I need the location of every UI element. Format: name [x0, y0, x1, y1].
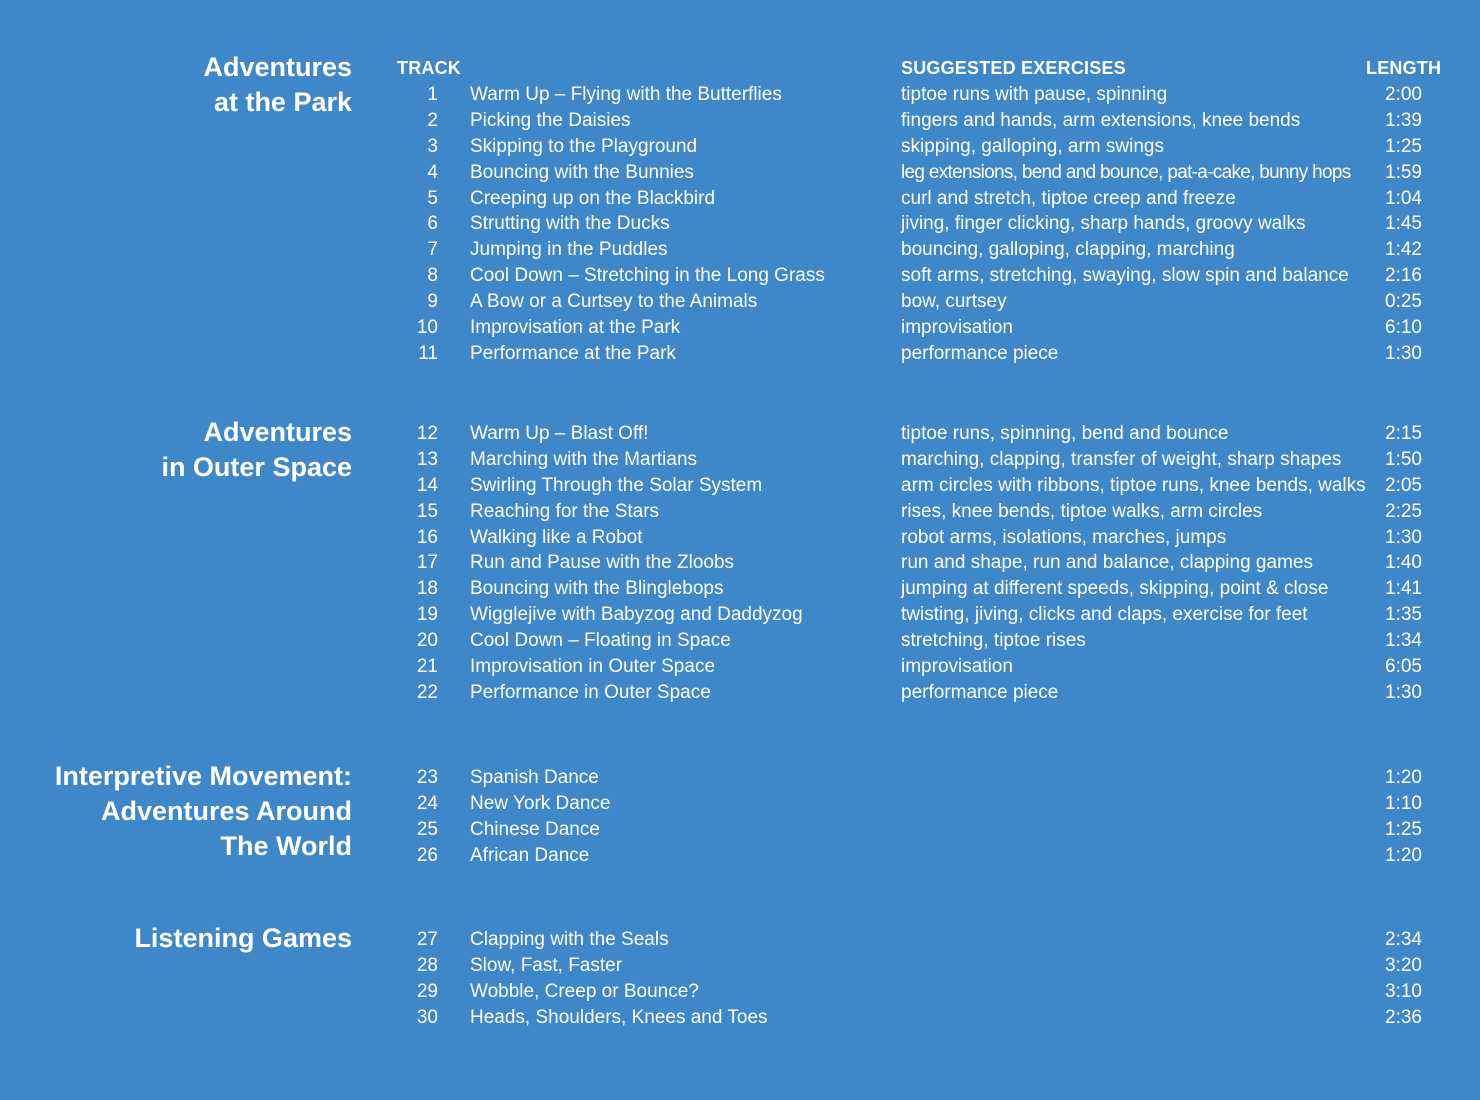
track-number: 14 — [416, 474, 438, 496]
track-number: 20 — [416, 630, 438, 652]
track-title: Reaching for the Stars — [470, 500, 660, 522]
track-number: 10 — [416, 317, 438, 339]
track-row — [0, 550, 1480, 576]
track-length: 1:59 — [1385, 161, 1422, 183]
track-length: 3:20 — [1385, 954, 1422, 976]
track-title: Clapping with the Seals — [470, 929, 669, 950]
track-title: Cool Down – Floating in Space — [470, 630, 731, 652]
track-row — [0, 979, 1480, 1005]
track-row — [0, 134, 1480, 160]
track-length: 1:39 — [1385, 109, 1422, 131]
track-length: 2:25 — [1385, 500, 1422, 522]
track-exercises: marching, clapping, transfer of weight, sharp shapes — [901, 448, 1342, 470]
track-title: Creeping up on the Blackbird — [470, 187, 716, 209]
track-title: Heads, Shoulders, Knees and Toes — [470, 1006, 768, 1028]
track-exercises: fingers and hands, arm extensions, knee bends — [901, 109, 1301, 131]
track-length: 1:35 — [1385, 604, 1422, 626]
track-length: 1:42 — [1385, 239, 1422, 261]
track-exercises: soft arms, stretching, swaying, slow spin and balance — [901, 265, 1349, 287]
length-column-header: LENGTH — [1366, 58, 1442, 78]
track-length: 1:25 — [1385, 135, 1422, 157]
track-length: 2:00 — [1385, 84, 1422, 105]
track-number: 9 — [427, 291, 438, 313]
track-exercises: tiptoe runs with pause, spinning — [901, 84, 1168, 105]
track-title: Slow, Fast, Faster — [470, 954, 623, 976]
track-title: Spanish Dance — [470, 767, 599, 788]
track-number: 16 — [416, 526, 438, 548]
track-title: Picking the Daisies — [470, 109, 631, 131]
track-number: 29 — [416, 980, 438, 1002]
track-number: 11 — [418, 342, 438, 364]
track-number: 25 — [416, 818, 438, 840]
track-title: Swirling Through the Solar System — [470, 474, 763, 496]
track-exercises: leg extensions, bend and bounce, pat-a-cake, bunny hops — [901, 161, 1351, 183]
track-title: Performance at the Park — [470, 342, 676, 364]
track-number: 13 — [416, 448, 438, 470]
track-row — [0, 1005, 1480, 1031]
section-title-line: Listening Games — [134, 923, 352, 953]
track-number: 26 — [416, 844, 438, 866]
track-exercises: jiving, finger clicking, sharp hands, groovy walks — [901, 213, 1306, 235]
track-exercises: bow, curtsey — [901, 291, 1007, 313]
track-row — [0, 791, 1480, 817]
track-exercises: improvisation — [901, 656, 1013, 678]
track-title: Walking like a Robot — [470, 526, 643, 548]
track-row — [0, 499, 1480, 525]
track-length: 6:05 — [1385, 656, 1422, 678]
track-list-park — [0, 82, 1480, 367]
track-number: 3 — [427, 135, 438, 157]
track-length: 1:41 — [1385, 578, 1422, 600]
track-row — [0, 817, 1480, 843]
track-length: 1:04 — [1385, 187, 1422, 209]
track-number: 27 — [416, 929, 438, 950]
track-column-header: TRACK — [397, 58, 461, 78]
track-length: 1:30 — [1385, 342, 1422, 364]
section-title-line: Interpretive Movement: — [54, 761, 352, 791]
track-length: 2:05 — [1385, 474, 1422, 496]
section-title-line: at the Park — [213, 87, 352, 117]
track-row — [0, 186, 1480, 212]
track-title: Wigglejive with Babyzog and Daddyzog — [470, 604, 803, 626]
section-title-line: in Outer Space — [161, 452, 352, 482]
track-row — [0, 953, 1480, 979]
track-number: 6 — [427, 213, 438, 235]
track-length: 1:30 — [1385, 681, 1422, 703]
track-length: 1:50 — [1385, 448, 1422, 470]
track-title: Wobble, Creep or Bounce? — [470, 980, 699, 1002]
track-title: Warm Up – Blast Off! — [470, 423, 649, 444]
track-row — [0, 654, 1480, 680]
track-row — [0, 765, 1480, 791]
track-number: 18 — [416, 578, 438, 600]
track-length: 6:10 — [1385, 317, 1422, 339]
track-exercises: run and shape, run and balance, clapping games — [901, 552, 1313, 574]
track-number: 7 — [427, 239, 438, 261]
track-row — [0, 237, 1480, 263]
track-number: 4 — [427, 161, 438, 183]
track-row — [0, 341, 1480, 367]
track-number: 24 — [416, 792, 438, 814]
track-number: 15 — [416, 500, 438, 522]
track-number: 22 — [416, 681, 438, 703]
track-title: Skipping to the Playground — [470, 135, 698, 157]
track-exercises: arm circles with ribbons, tiptoe runs, knee bends, walks — [901, 474, 1366, 496]
track-row — [0, 680, 1480, 706]
track-title: Jumping in the Puddles — [470, 239, 668, 261]
track-length: 2:36 — [1385, 1006, 1422, 1028]
track-title: Strutting with the Ducks — [470, 213, 670, 235]
track-exercises: performance piece — [901, 681, 1059, 703]
track-row — [0, 525, 1480, 551]
track-title: Chinese Dance — [470, 818, 600, 840]
track-exercises: stretching, tiptoe rises — [901, 630, 1086, 652]
track-number: 28 — [416, 954, 438, 976]
track-row — [0, 289, 1480, 315]
track-row — [0, 82, 1480, 108]
track-row — [0, 315, 1480, 341]
track-length: 2:16 — [1385, 265, 1422, 287]
track-title: Run and Pause with the Zloobs — [470, 552, 735, 574]
track-number: 23 — [416, 767, 438, 788]
track-title: Bouncing with the Blinglebops — [470, 578, 724, 600]
track-exercises: jumping at different speeds, skipping, point & close — [901, 578, 1329, 600]
section-title-line: The World — [220, 831, 352, 861]
track-number: 19 — [416, 604, 438, 626]
track-list-listening — [0, 927, 1480, 1031]
track-length: 1:20 — [1385, 767, 1422, 788]
track-number: 21 — [416, 656, 438, 678]
track-row — [0, 628, 1480, 654]
track-number: 5 — [427, 187, 438, 209]
section-title-line: Adventures Around — [100, 796, 352, 826]
track-length: 2:15 — [1385, 423, 1422, 444]
track-number: 12 — [416, 423, 438, 444]
track-row — [0, 421, 1480, 447]
track-exercises: bouncing, galloping, clapping, marching — [901, 239, 1235, 261]
section-title-line: Adventures — [203, 52, 352, 82]
track-title: Marching with the Martians — [470, 448, 698, 470]
track-list-outer-space — [0, 421, 1480, 706]
track-number: 1 — [427, 84, 438, 105]
track-row — [0, 927, 1480, 953]
track-number: 2 — [427, 109, 438, 131]
track-title: Improvisation in Outer Space — [470, 656, 716, 678]
track-exercises: tiptoe runs, spinning, bend and bounce — [901, 423, 1229, 444]
track-exercises: improvisation — [901, 317, 1013, 339]
track-number: 8 — [427, 265, 438, 287]
track-exercises: performance piece — [901, 342, 1059, 364]
exercises-column-header: SUGGESTED EXERCISES — [901, 58, 1126, 78]
track-number: 30 — [416, 1006, 438, 1028]
track-length: 0:25 — [1385, 291, 1422, 313]
track-length: 3:10 — [1385, 980, 1422, 1002]
track-title: New York Dance — [470, 792, 611, 814]
track-length: 1:45 — [1385, 213, 1422, 235]
track-exercises: rises, knee bends, tiptoe walks, arm circles — [901, 500, 1263, 522]
track-row — [0, 160, 1480, 186]
track-length: 1:30 — [1385, 526, 1422, 548]
track-length: 1:10 — [1385, 792, 1422, 814]
track-title: Warm Up – Flying with the Butterflies — [470, 84, 782, 105]
track-row — [0, 108, 1480, 134]
track-row — [0, 473, 1480, 499]
track-title: Cool Down – Stretching in the Long Grass — [470, 265, 825, 287]
track-row — [0, 263, 1480, 289]
track-row — [0, 447, 1480, 473]
track-row — [0, 576, 1480, 602]
track-length: 1:40 — [1385, 552, 1422, 574]
track-title: Improvisation at the Park — [470, 317, 681, 339]
track-length: 1:34 — [1385, 630, 1422, 652]
track-row — [0, 211, 1480, 237]
track-number: 17 — [416, 552, 438, 574]
track-length: 1:20 — [1385, 844, 1422, 866]
track-row — [0, 843, 1480, 869]
track-title: Performance in Outer Space — [470, 681, 711, 703]
track-title: Bouncing with the Bunnies — [470, 161, 694, 183]
track-exercises: robot arms, isolations, marches, jumps — [901, 526, 1227, 548]
track-exercises: twisting, jiving, clicks and claps, exercise for feet — [901, 604, 1308, 626]
track-list-interpretive — [0, 765, 1480, 869]
track-title: A Bow or a Curtsey to the Animals — [470, 291, 758, 313]
track-row — [0, 602, 1480, 628]
track-length: 2:34 — [1385, 929, 1422, 950]
track-exercises: skipping, galloping, arm swings — [901, 135, 1164, 157]
track-exercises: curl and stretch, tiptoe creep and freeze — [901, 187, 1236, 209]
section-title-line: Adventures — [203, 417, 352, 447]
track-title: African Dance — [470, 844, 590, 866]
track-length: 1:25 — [1385, 818, 1422, 840]
